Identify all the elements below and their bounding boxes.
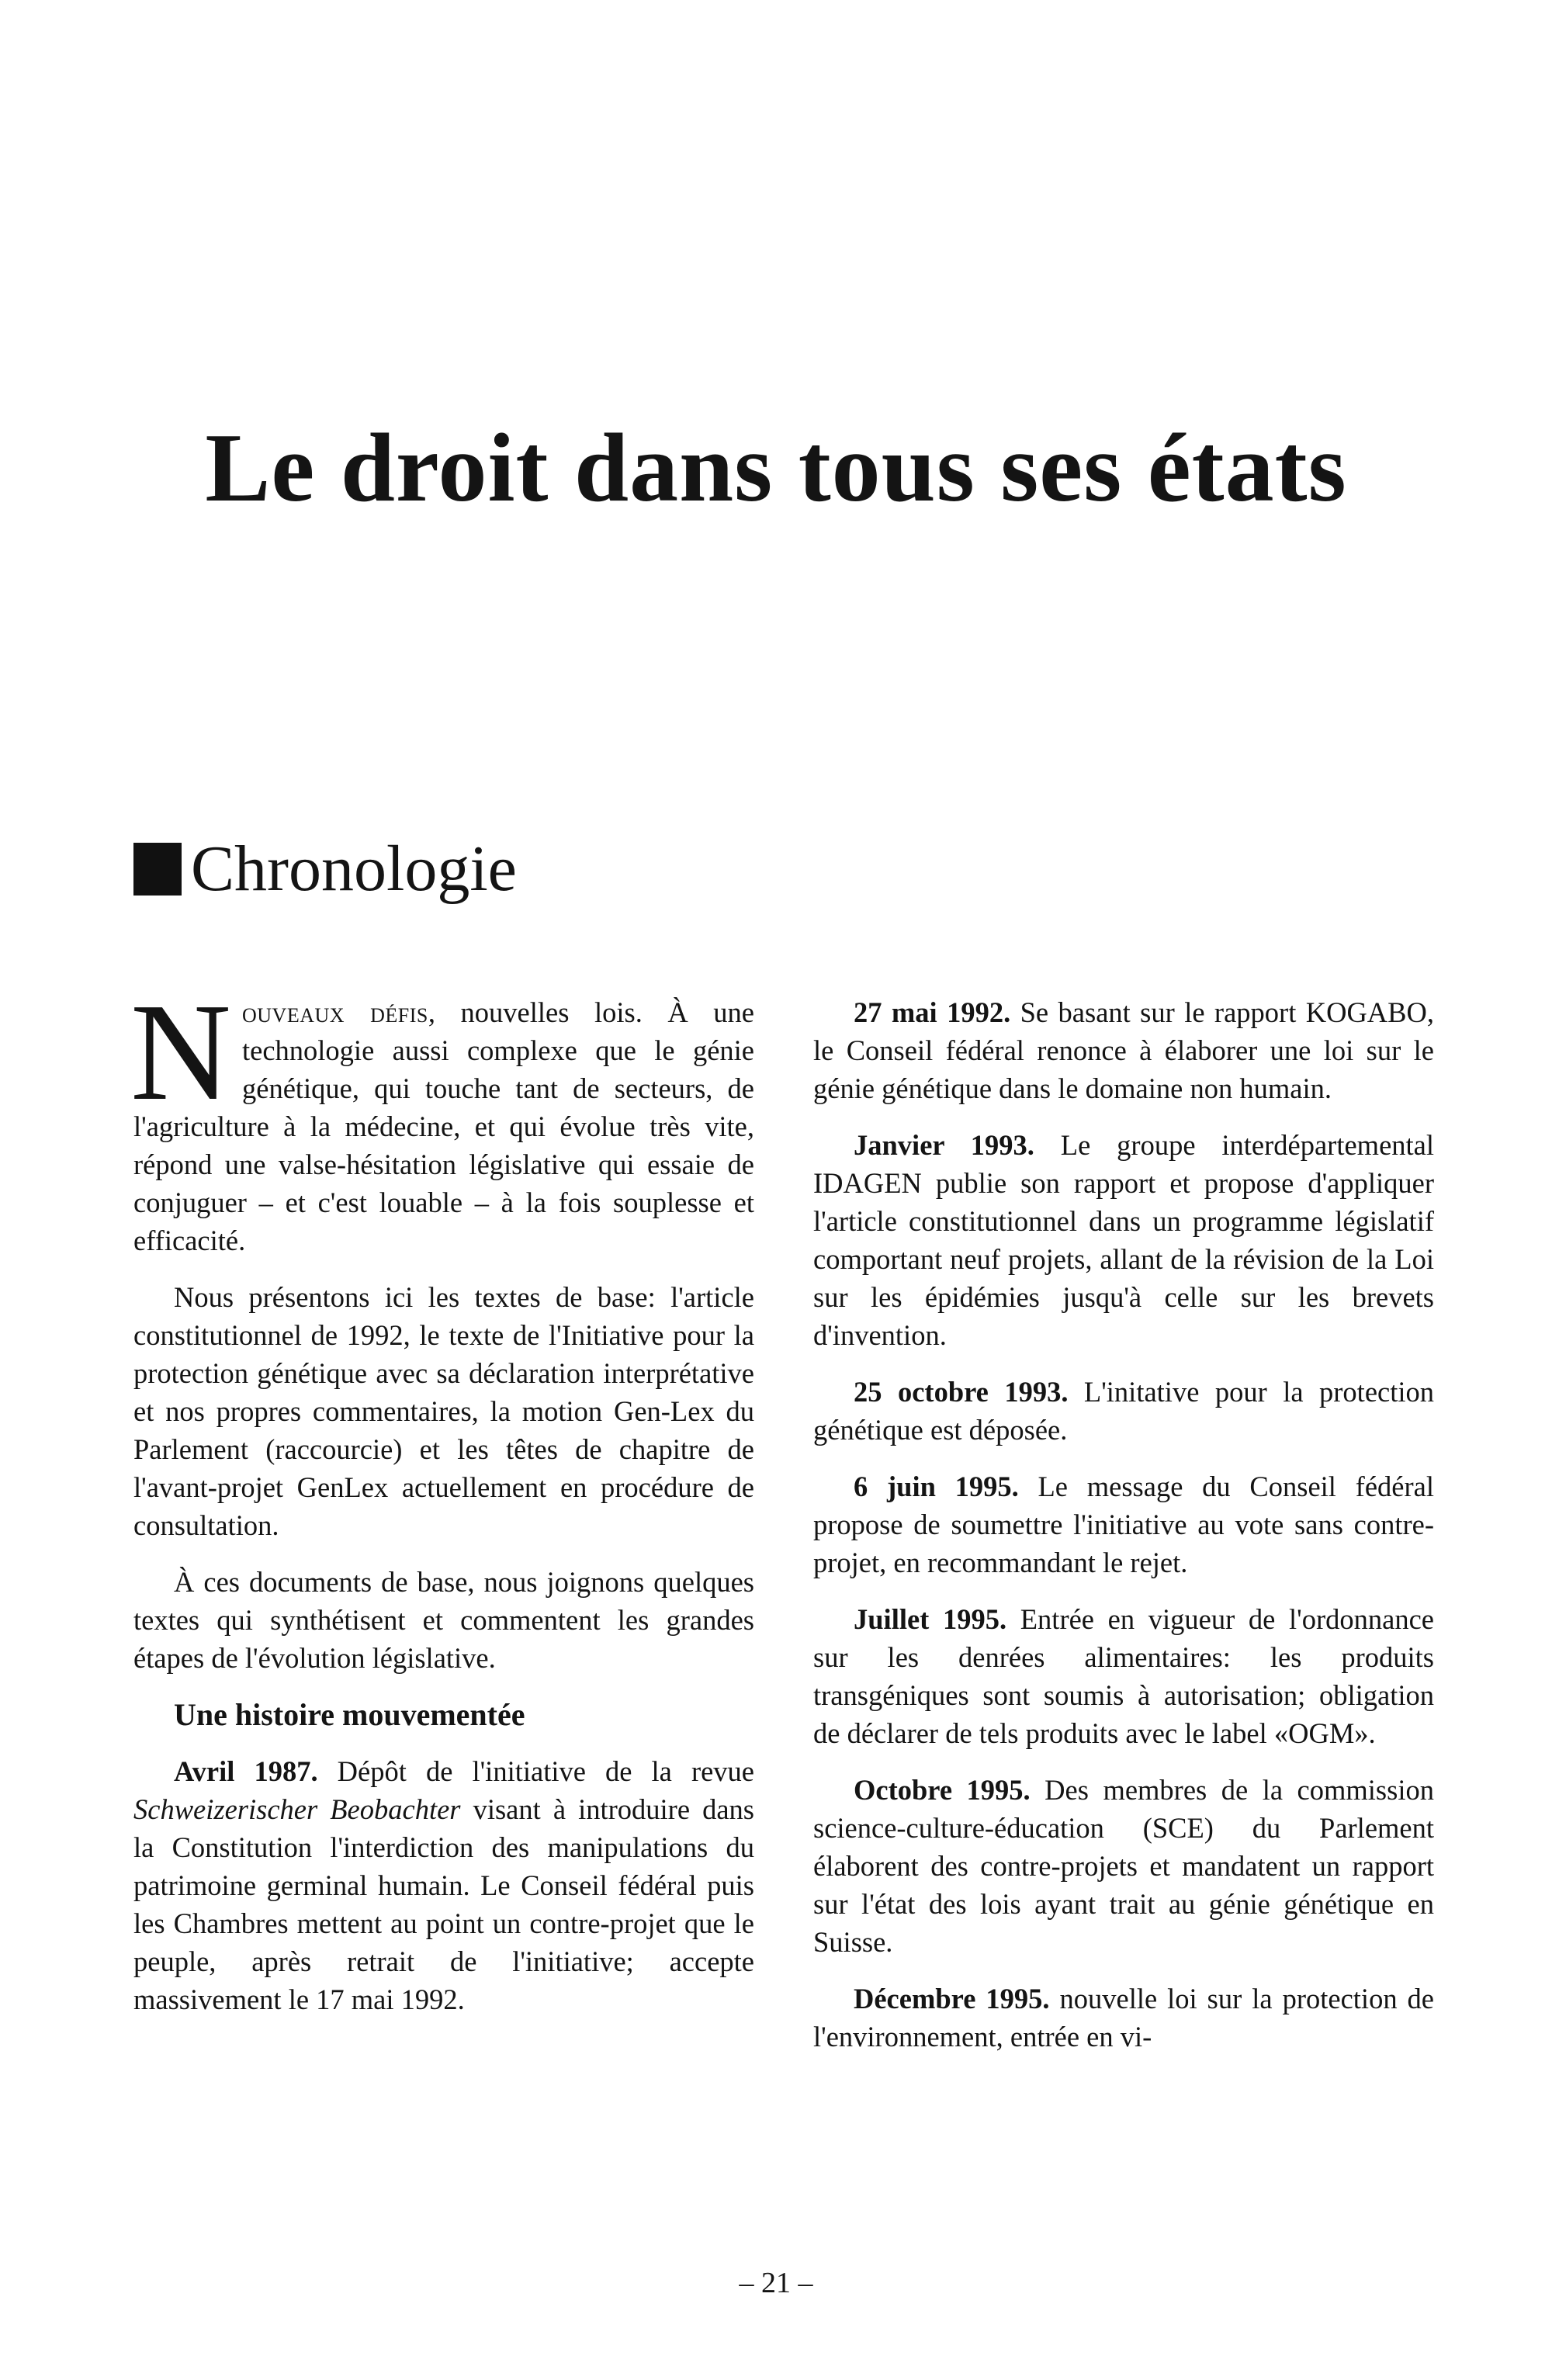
entry-date: Juillet 1995. [854, 1603, 1007, 1635]
intro-paragraph-3: À ces documents de base, nous joignons quelques textes qui synthétisent et commentent les grandes étapes de l'évolution législative. [133, 1566, 754, 1674]
left-column [130, 975, 755, 2037]
chronology-entry [813, 1126, 1434, 1354]
entry-date: Avril 1987. [174, 1755, 318, 1787]
entry-text: Se basant sur le rapport KOGABO, le Conseil fédéral renonce à élaborer une loi sur le génie génétique dans le domaine non humain. [813, 996, 1434, 1104]
intro-p1-text: , nouvelles lois. À une technologie aussi complexe que le génie génétique, qui touche tant de secteurs, de l'agriculture à la médecine, et qui évolue très vite, répond une valse-hésitation législative qui essaie de conjuguer – et c'est louable – à la fois souplesse et efficacité. [133, 996, 755, 1256]
intro-paragraph-2: Nous présentons ici les textes de base: l'article constitutionnel de 1992, le texte de l'Initiative pour la protection génétique avec sa déclaration interprétative et nos propres commentaires, la motion Gen-Lex du Parlement (raccourcie) et les têtes de chapitre de l'avant-projet GenLex actuellement en procédure de consultation. [133, 1281, 754, 1541]
intro-paragraph-1 [130, 975, 755, 1259]
entry-text: visant à introduire dans la Constitution l'interdiction des manipulations du patrimoine germinal humain. Le Conseil fédéral puis les Chambres mettent au point un contre-projet que le peuple, après retrait de l'initiative; accepte massivement le 17 mai 1992. [133, 1793, 754, 2015]
chronology-entry [813, 1373, 1434, 1449]
entry-date: 25 octobre 1993. [854, 1376, 1069, 1408]
entry-text: L'initative pour la protection génétique est déposée. [813, 1376, 1434, 1446]
entry-text: Des membres de la commission science-culture-éducation (SCE) du Parlement élaborent des contre-projets et mandatent un rapport sur l'état des lois ayant trait au génie génétique en Suisse. [813, 1774, 1434, 1958]
entry-text: Entrée en vigueur de l'ordonnance sur les denrées alimentaires: les produits transgéniques sont soumis à autorisation; obligation de déclarer de tels produits avec le label «OGM». [813, 1603, 1434, 1749]
entry-text: Le groupe interdépartemental IDAGEN publie son rapport et propose d'appliquer l'article constitutionnel dans un programme législatif comportant neuf projets, allant de la révision de la Loi sur les épidémies jusqu'à celle sur les brevets d'invention. [813, 1129, 1434, 1351]
chronology-entry [813, 1467, 1434, 1581]
chronology-entry [813, 1771, 1434, 1961]
right-column [813, 993, 1434, 2074]
history-entry-1 [133, 1752, 754, 2018]
entry-date: 6 juin 1995. [854, 1471, 1019, 1502]
entry-italic-title: Schweizerischer Beobachter [133, 1793, 461, 1825]
chronology-entry [813, 1980, 1434, 2056]
section-marker-square [133, 843, 182, 896]
history-subheading: Une histoire mouvementée [174, 1697, 525, 1732]
chronology-entry [813, 1600, 1434, 1752]
entry-text: nouvelle loi sur la protection de l'environnement, entrée en vi- [813, 1983, 1435, 2053]
entry-date: 27 mai 1992. [854, 996, 1011, 1028]
page-number: – 21 – [739, 2267, 813, 2299]
chronology-entry [813, 993, 1434, 1107]
entry-date: Décembre 1995. [854, 1983, 1050, 2015]
intro-smallcaps: ouveaux défis [242, 996, 428, 1028]
entry-date: Octobre 1995. [854, 1774, 1031, 1806]
section-heading [133, 833, 517, 905]
entry-text: Le message du Conseil fédéral propose de soumettre l'initiative au vote sans contre-projet, en recommandant le rejet. [813, 1471, 1434, 1578]
entry-date: Janvier 1993. [854, 1129, 1034, 1161]
page-title: Le droit dans tous ses états [205, 414, 1347, 522]
entry-text: Dépôt de l'initiative de la revue [317, 1755, 754, 1787]
drop-cap: N [130, 975, 231, 1129]
section-heading-text: Chronologie [191, 833, 517, 905]
